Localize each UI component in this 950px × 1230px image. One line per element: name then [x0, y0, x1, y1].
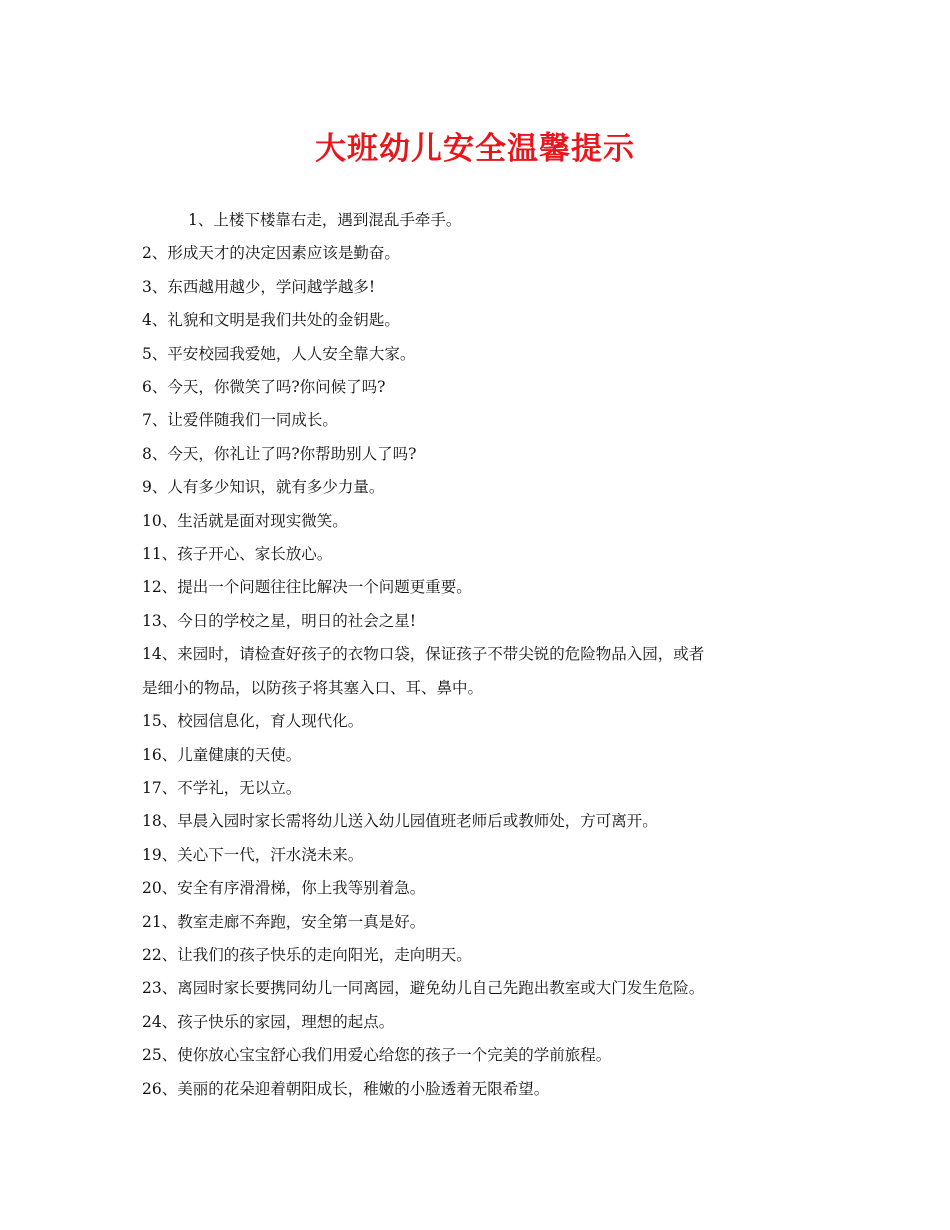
tip-line: 16、儿童健康的天使。	[142, 745, 302, 764]
tip-line: 10、生活就是面对现实微笑。	[142, 511, 348, 530]
tip-line: 2、形成天才的决定因素应该是勤奋。	[142, 244, 400, 263]
tip-line: 13、今日的学校之星，明日的社会之星!	[142, 611, 416, 630]
tip-line: 4、礼貌和文明是我们共处的金钥匙。	[142, 311, 400, 330]
tip-line: 24、孩子快乐的家园，理想的起点。	[142, 1012, 395, 1031]
tip-line: 5、平安校园我爱她，人人安全靠大家。	[142, 344, 416, 363]
tip-line: 22、让我们的孩子快乐的走向阳光，走向明天。	[142, 945, 472, 964]
tip-line: 17、不学礼，无以立。	[142, 778, 302, 797]
tip-line: 11、孩子开心、家长放心。	[142, 545, 333, 564]
tip-line: 15、校园信息化，育人现代化。	[142, 712, 364, 731]
document-body	[142, 204, 822, 1106]
tip-line: 12、提出一个问题往往比解决一个问题更重要。	[142, 578, 472, 597]
tip-line: 14、来园时，请检查好孩子的衣物口袋，保证孩子不带尖锐的危险物品入园，或者	[142, 645, 705, 664]
tip-line: 7、让爱伴随我们一同成长。	[142, 411, 338, 430]
tip-line: 8、今天，你礼让了吗?你帮助别人了吗?	[142, 444, 417, 463]
tip-line: 20、安全有序滑滑梯，你上我等别着急。	[142, 879, 426, 898]
tip-line-continuation: 是细小的物品，以防孩子将其塞入口、耳、鼻中。	[142, 678, 484, 697]
tip-line: 6、今天，你微笑了吗?你问候了吗?	[142, 378, 386, 397]
tip-line: 1、上楼下楼靠右走，遇到混乱手牵手。	[188, 211, 462, 229]
tip-line: 26、美丽的花朵迎着朝阳成长，稚嫩的小脸透着无限希望。	[142, 1079, 550, 1098]
document-title: 大班幼儿安全温馨提示	[315, 131, 635, 167]
tip-line: 25、使你放心宝宝舒心我们用爱心给您的孩子一个完美的学前旅程。	[142, 1046, 612, 1065]
tip-line: 9、人有多少知识，就有多少力量。	[142, 478, 385, 497]
tip-line: 23、离园时家长要携同幼儿一同离园，避免幼儿自己先跑出教室或大门发生危险。	[142, 979, 705, 998]
tip-line: 19、关心下一代，汗水浇未来。	[142, 845, 364, 864]
tip-line: 21、教室走廊不奔跑，安全第一真是好。	[142, 912, 426, 931]
tip-line: 3、东西越用越少，学问越学越多!	[142, 277, 376, 296]
tip-line: 18、早晨入园时家长需将幼儿送入幼儿园值班老师后或教师处，方可离开。	[142, 812, 658, 831]
